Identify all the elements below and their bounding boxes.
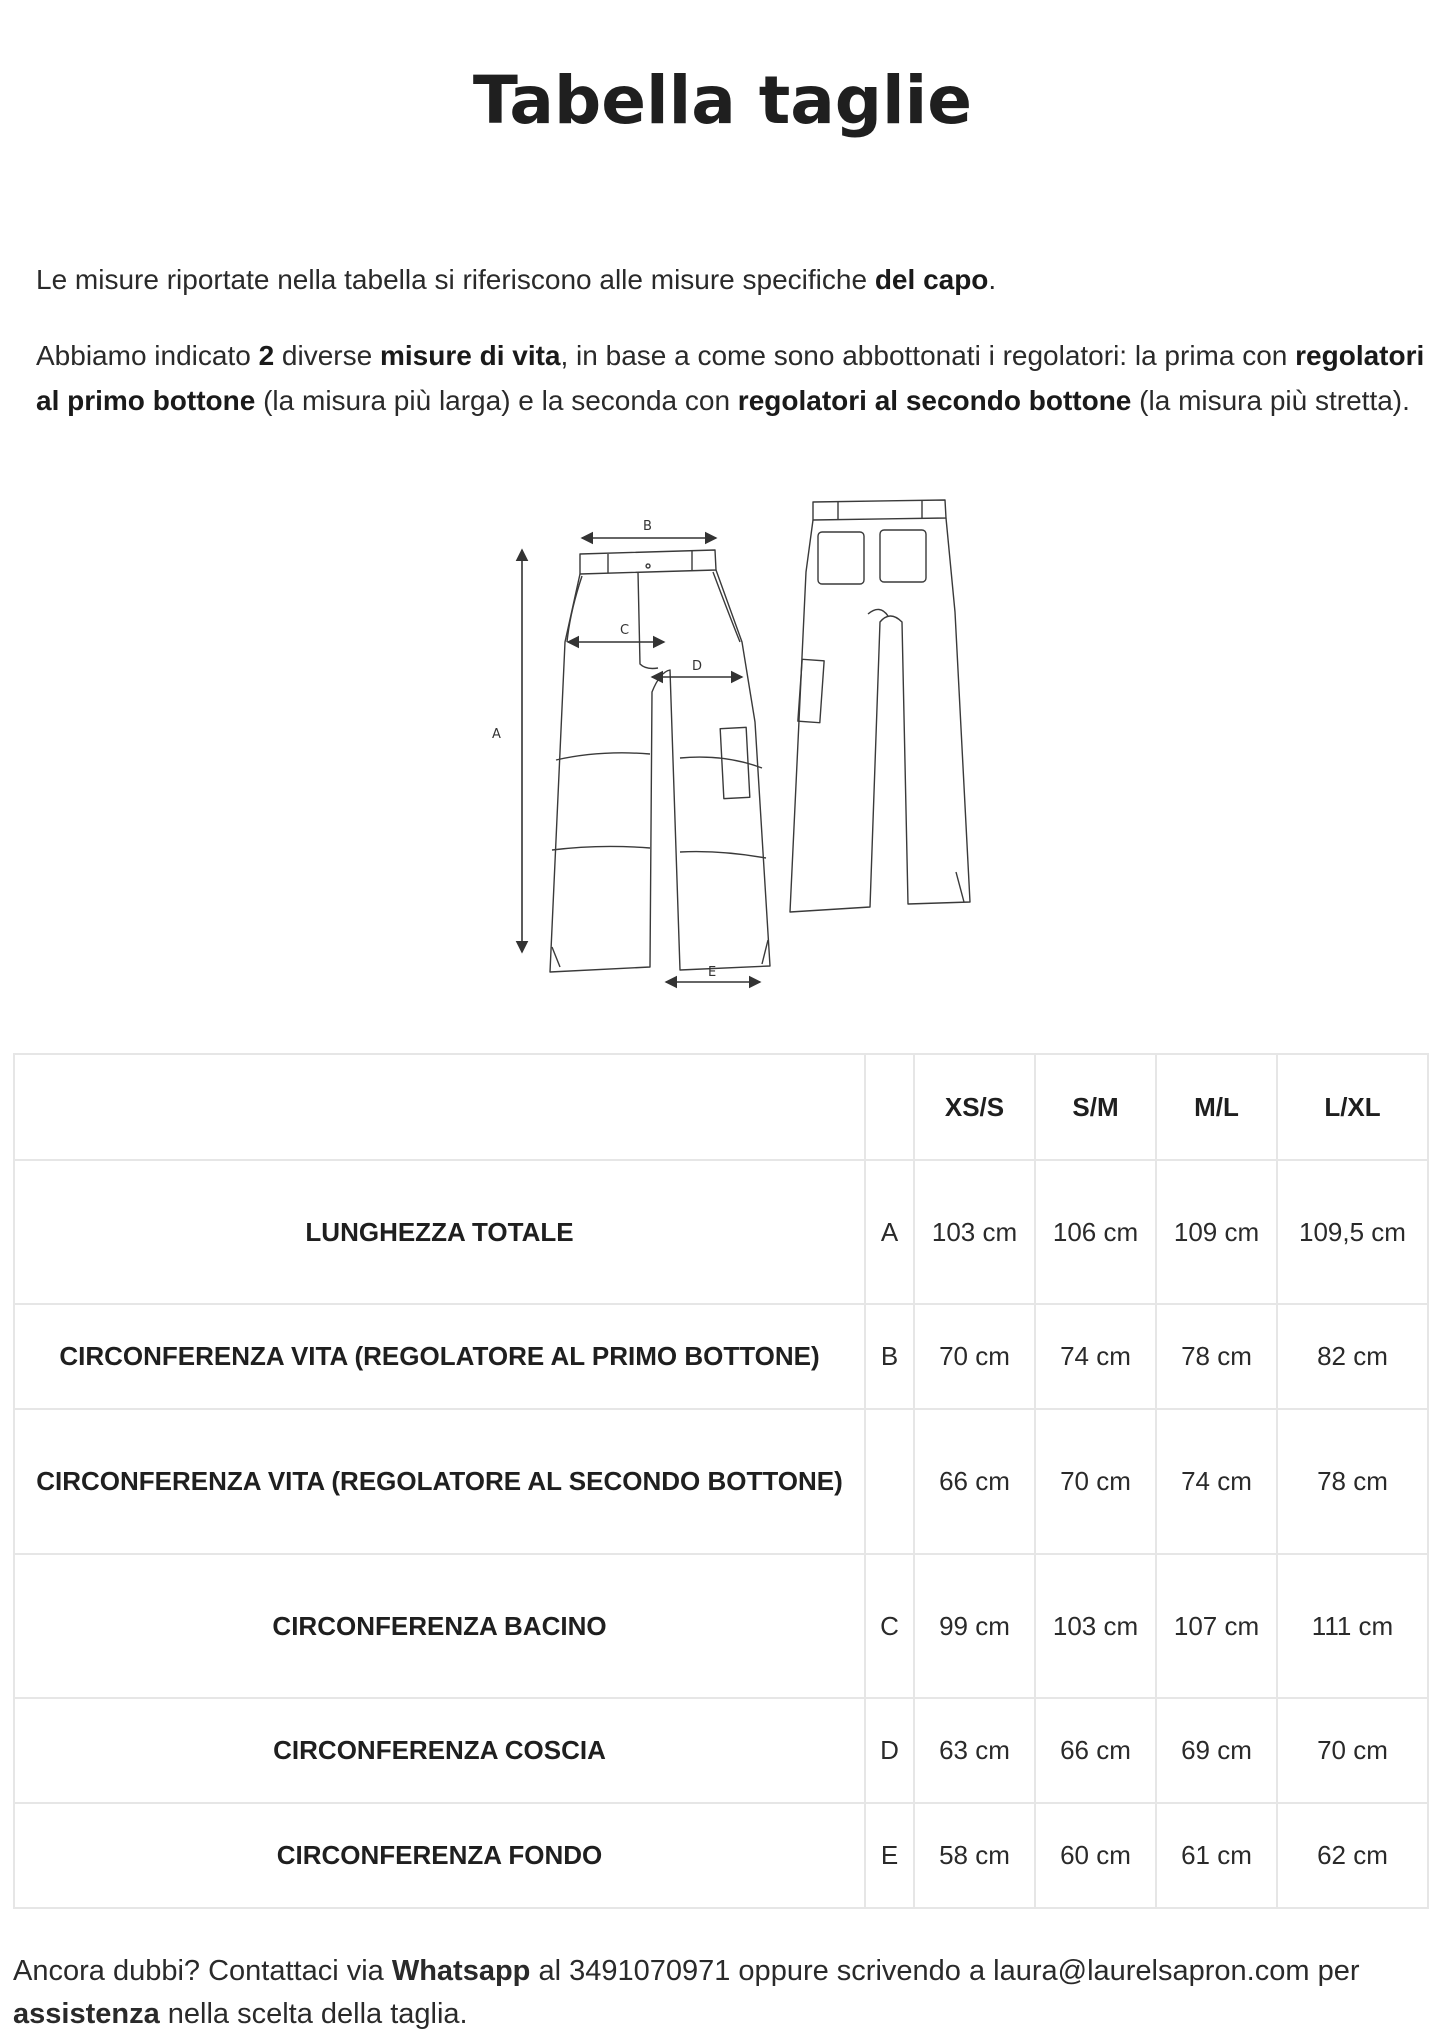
label-e: E [708,965,717,980]
value-cell: 63 cm [914,1698,1035,1803]
table-row [14,1160,1428,1304]
value-cell: 70 cm [1277,1698,1428,1803]
value-cell: 61 cm [1156,1803,1277,1908]
value-cell: 106 cm [1035,1160,1156,1304]
back-pants-drawing [790,500,970,912]
header-size-s-m: S/M [1035,1054,1156,1160]
value-cell: 109,5 cm [1277,1160,1428,1304]
size-chart-table [13,1053,1429,1909]
table-row [14,1803,1428,1908]
label-c: C [620,623,630,638]
label-a: A [492,727,501,742]
table-header-row [14,1054,1428,1160]
table-row [14,1409,1428,1554]
header-cell [865,1054,914,1160]
front-pants-drawing [550,550,770,972]
footer-contact-note: Ancora dubbi? Contattaci via Whatsapp al 3491070971 oppure scrivendo a laura@laurelsapron.com per assistenza nella scelta della taglia. [13,1955,1360,2030]
value-cell: 66 cm [914,1409,1035,1554]
value-cell: 99 cm [914,1554,1035,1698]
header-size-m-l: M/L [1156,1054,1277,1160]
value-cell: 74 cm [1156,1409,1277,1554]
intro-paragraph-2: Abbiamo indicato 2 diverse misure di vita, in base a come sono abbottonati i regolatori: la prima con regolatori al primo bottone (la misura più larga) e la seconda con regolatori al secondo bottone (la misura più stretta). [36,340,1425,416]
value-cell: 69 cm [1156,1698,1277,1803]
value-cell: 74 cm [1035,1304,1156,1409]
table-row [14,1554,1428,1698]
value-cell: 78 cm [1277,1409,1428,1554]
row-label: CIRCONFERENZA COSCIA [14,1698,865,1803]
table-row [14,1304,1428,1409]
value-cell: 103 cm [914,1160,1035,1304]
whatsapp-link[interactable]: Whatsapp [391,1955,531,1987]
page-title: Tabella taglie [472,62,973,139]
header-size-xs-s: XS/S [914,1054,1035,1160]
row-code: C [865,1554,914,1698]
label-d: D [692,659,703,674]
value-cell: 109 cm [1156,1160,1277,1304]
row-label: CIRCONFERENZA VITA (REGOLATORE AL SECONDO BOTTONE) [14,1409,865,1554]
row-label: CIRCONFERENZA VITA (REGOLATORE AL PRIMO BOTTONE) [14,1304,865,1409]
row-label: LUNGHEZZA TOTALE [14,1160,865,1304]
value-cell: 103 cm [1035,1554,1156,1698]
row-code: A [865,1160,914,1304]
value-cell: 58 cm [914,1803,1035,1908]
table-row [14,1698,1428,1803]
value-cell: 78 cm [1156,1304,1277,1409]
row-code [865,1409,914,1554]
value-cell: 70 cm [914,1304,1035,1409]
row-code: E [865,1803,914,1908]
label-b: B [643,519,652,534]
value-cell: 82 cm [1277,1304,1428,1409]
value-cell: 70 cm [1035,1409,1156,1554]
value-cell: 60 cm [1035,1803,1156,1908]
value-cell: 107 cm [1156,1554,1277,1698]
intro-paragraph-1: Le misure riportate nella tabella si riferiscono alle misure specifiche del capo. [36,264,997,295]
header-size-l-xl: L/XL [1277,1054,1428,1160]
header-cell [14,1054,865,1160]
pants-measurement-diagram [470,492,1000,992]
value-cell: 111 cm [1277,1554,1428,1698]
row-label: CIRCONFERENZA BACINO [14,1554,865,1698]
value-cell: 62 cm [1277,1803,1428,1908]
row-label: CIRCONFERENZA FONDO [14,1803,865,1908]
row-code: D [865,1698,914,1803]
value-cell: 66 cm [1035,1698,1156,1803]
row-code: B [865,1304,914,1409]
